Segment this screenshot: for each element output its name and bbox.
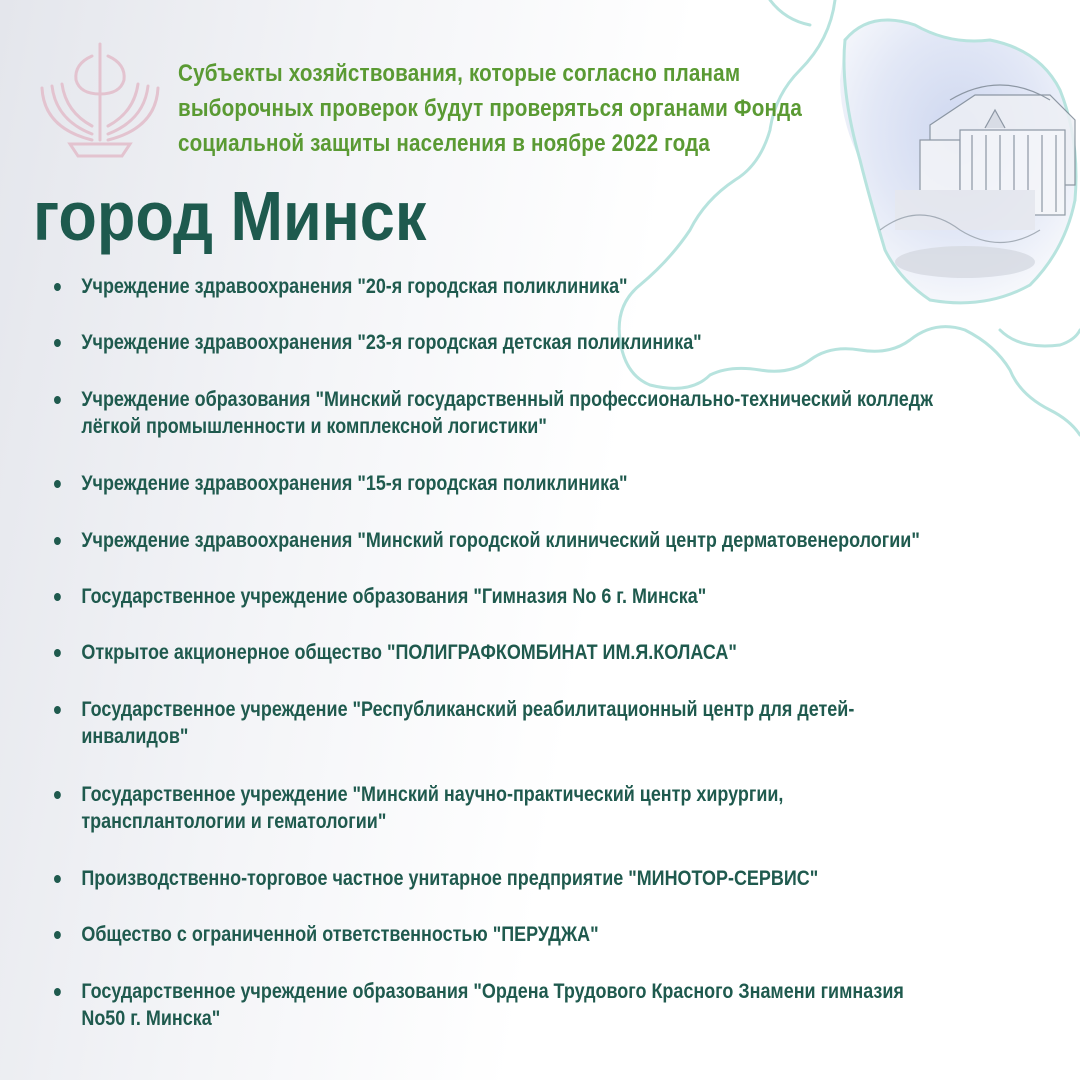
list-item bbox=[54, 781, 995, 835]
list-item-text bbox=[81, 470, 994, 497]
list-item bbox=[54, 329, 995, 356]
list-item-line: Государственное учреждение образования "Гимназия No 6 г. Минска" bbox=[81, 585, 707, 608]
list-item bbox=[54, 639, 995, 666]
list-item-text bbox=[81, 273, 994, 300]
list-item-line: Производственно-торговое частное унитарное предприятие "МИНОТОР-СЕРВИС" bbox=[81, 867, 819, 890]
bullet-icon bbox=[54, 931, 61, 939]
subtitle-line: социальной защиты населения в ноябре 2022 года bbox=[178, 130, 711, 157]
bullet-icon bbox=[54, 791, 61, 799]
list-item-line: No50 г. Минска" bbox=[81, 1007, 221, 1030]
list-item-line: Государственное учреждение "Минский научно-практический центр хирургии, bbox=[81, 783, 784, 806]
bullet-icon bbox=[54, 593, 61, 601]
list-item bbox=[54, 921, 995, 948]
list-item-line: Общество с ограниченной ответственностью "ПЕРУДЖА" bbox=[81, 923, 599, 946]
list-item-text bbox=[81, 583, 994, 610]
list-item bbox=[54, 978, 995, 1032]
list-item-line: Открытое акционерное общество "ПОЛИГРАФКОМБИНАТ ИМ.Я.КОЛАСА" bbox=[81, 641, 737, 664]
list-item-text bbox=[81, 639, 994, 666]
bullet-icon bbox=[54, 649, 61, 657]
list-item-line: Учреждение здравоохранения "23-я городская детская поликлиника" bbox=[81, 331, 702, 354]
bullet-icon bbox=[54, 480, 61, 488]
list-item-text bbox=[81, 865, 994, 892]
city-title: город Минск bbox=[33, 177, 427, 255]
list-item-text bbox=[81, 386, 994, 440]
bullet-icon bbox=[54, 537, 61, 545]
list-item-line: лёгкой промышленности и комплексной логистики" bbox=[81, 415, 547, 438]
list-item bbox=[54, 696, 995, 750]
bullet-icon bbox=[54, 396, 61, 404]
list-item-line: Государственное учреждение образования "Ордена Трудового Красного Знамени гимназия bbox=[81, 980, 904, 1003]
list-item bbox=[54, 865, 995, 892]
bullet-icon bbox=[54, 339, 61, 347]
bullet-icon bbox=[54, 283, 61, 291]
list-item-line: трансплантологии и гематологии" bbox=[81, 810, 387, 833]
list-item-line: Учреждение образования "Минский государственный профессионально-технический колледж bbox=[81, 388, 933, 411]
list-item bbox=[54, 470, 995, 497]
list-item-text bbox=[81, 781, 994, 835]
list-item-text bbox=[81, 329, 994, 356]
list-item-text bbox=[81, 978, 994, 1032]
bullet-icon bbox=[54, 875, 61, 883]
list-item bbox=[54, 527, 995, 554]
list-item-line: Учреждение здравоохранения "15-я городская поликлиника" bbox=[81, 472, 628, 495]
list-item-text bbox=[81, 696, 994, 750]
fund-social-protection-logo bbox=[34, 40, 166, 160]
subtitle-line: выборочных проверок будут проверяться органами Фонда bbox=[178, 95, 803, 122]
bullet-icon bbox=[54, 988, 61, 996]
list-item-line: Государственное учреждение "Республиканский реабилитационный центр для детей- bbox=[81, 698, 855, 721]
bullet-icon bbox=[54, 706, 61, 714]
list-item-line: Учреждение здравоохранения "Минский городской клинический центр дерматовенерологии" bbox=[81, 529, 920, 552]
list-item-line: инвалидов" bbox=[81, 725, 189, 748]
list-item-text bbox=[81, 921, 994, 948]
list-item bbox=[54, 386, 995, 440]
list-item-text bbox=[81, 527, 994, 554]
subtitle-line: Субъекты хозяйствования, которые согласно планам bbox=[178, 60, 741, 87]
list-item-line: Учреждение здравоохранения "20-я городская поликлиника" bbox=[81, 275, 628, 298]
list-item bbox=[54, 273, 995, 300]
page-subtitle bbox=[178, 56, 832, 161]
list-item bbox=[54, 583, 995, 610]
